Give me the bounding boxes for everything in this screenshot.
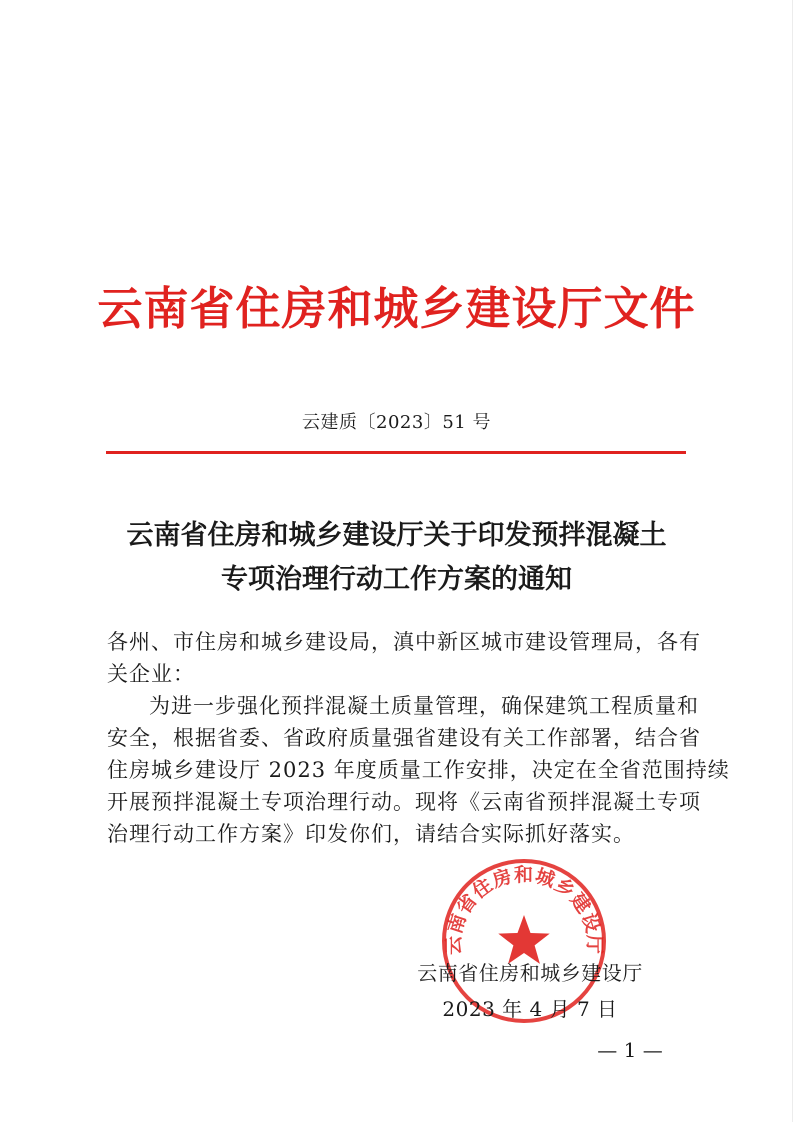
notice-title-line: 专项治理行动工作方案的通知 [221,564,572,595]
seal-text: 云南省住房和城乡建设厅 [442,864,606,956]
red-separator-line [106,451,686,454]
addressee-line: 各州、市住房和城乡建设局，滇中新区城市建设管理局，各有 [107,630,701,654]
signature-organization: 云南省住房和城乡建设厅 [417,961,643,985]
issuer-title: 云南省住房和城乡建设厅文件 [97,282,696,335]
addressee-line: 关企业： [107,662,195,686]
document-number: 云建质〔2023〕51 号 [302,412,491,433]
page-number: — 1 — [597,1038,663,1062]
paragraph-line: 住房城乡建设厅 2023 年度质量工作安排，决定在全省范围持续 [107,758,730,782]
paragraph-line: 为进一步强化预拌混凝土质量管理，确保建筑工程质量和 [149,694,699,718]
signature-date: 2023 年 4 月 7 日 [442,997,618,1021]
paragraph-line: 治理行动工作方案》印发你们，请结合实际抓好落实。 [107,822,635,846]
notice-title-line: 云南省住房和城乡建设厅关于印发预拌混凝土 [126,520,667,551]
signature-block [410,955,650,1027]
notice-title [0,514,793,602]
notice-body [107,626,730,850]
paragraph-line: 安全，根据省委、省政府质量强省建设有关工作部署，结合省 [107,726,701,750]
paragraph-line: 开展预拌混凝土专项治理行动。现将《云南省预拌混凝土专项 [107,790,701,814]
